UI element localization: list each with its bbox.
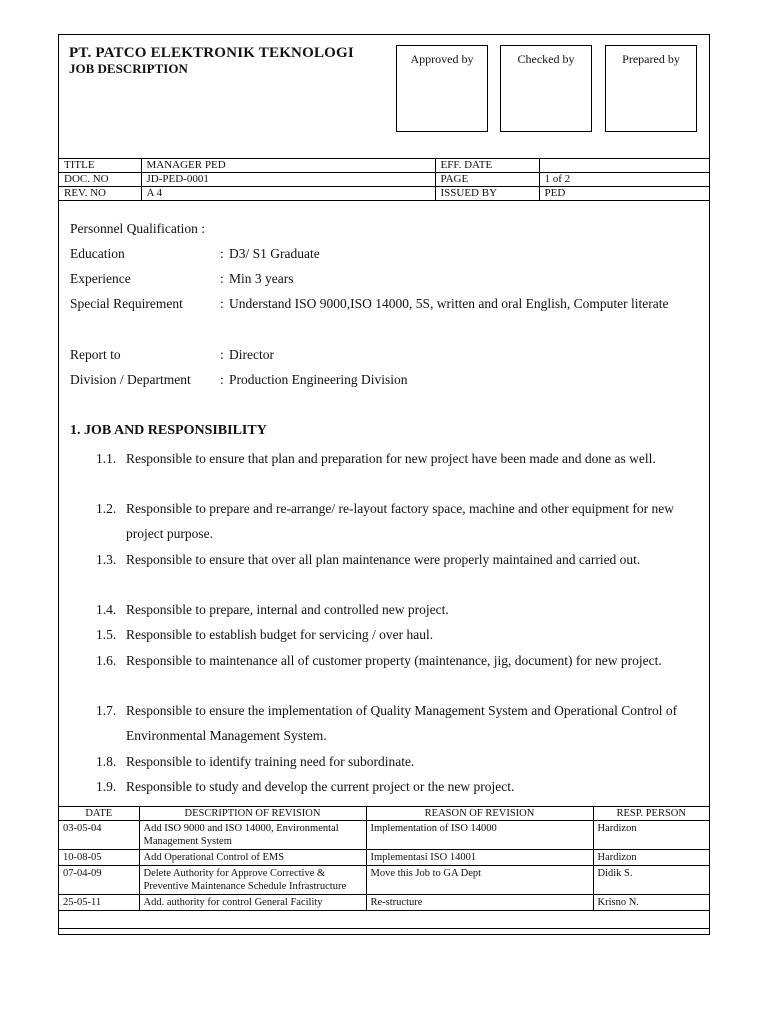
item-text: Responsible to prepare and re-arrange/ re-layout factory space, machine and other equipment for new project purpose. xyxy=(126,501,675,541)
revision-description: Delete Authority for Approve Corrective & Preventive Maintenance Schedule Infrastructure xyxy=(139,866,366,895)
meta-label: REV. NO xyxy=(59,187,141,201)
table-bottom-rule xyxy=(59,928,709,929)
colon: : xyxy=(220,271,224,286)
item-text: Responsible to maintenance all of customer property (maintenance, jig, document) for new project. xyxy=(126,653,662,668)
colon: : xyxy=(220,296,224,311)
revision-person: Hardizon xyxy=(593,850,709,866)
meta-value xyxy=(539,159,709,173)
revision-header-row xyxy=(59,807,709,821)
qualification-label: Special Requirement xyxy=(70,296,183,311)
qualification-value: D3/ S1 Graduate xyxy=(229,246,320,261)
revision-date: 25-05-11 xyxy=(59,895,139,911)
revision-description: Add Operational Control of EMS xyxy=(139,850,366,866)
colon: : xyxy=(220,246,224,261)
revision-person: Hardizon xyxy=(593,821,709,850)
prepared-by-box xyxy=(605,45,697,132)
table-row xyxy=(59,850,709,866)
revision-person: Didik S. xyxy=(593,866,709,895)
checked-by-label: Checked by xyxy=(517,52,575,66)
item-text: Responsible to ensure that over all plan maintenance were properly maintained and carried out. xyxy=(126,552,641,567)
document-type: JOB DESCRIPTION xyxy=(69,61,188,76)
qualification-value: Production Engineering Division xyxy=(229,372,408,387)
item-text: Responsible to prepare, internal and controlled new project. xyxy=(126,602,449,617)
item-number: 1.5. xyxy=(96,627,117,642)
revision-date: 03-05-04 xyxy=(59,821,139,850)
approved-by-label: Approved by xyxy=(410,52,474,66)
checked-by-box xyxy=(500,45,592,132)
item-number: 1.2. xyxy=(96,501,117,516)
document-page xyxy=(58,34,710,935)
item-number: 1.4. xyxy=(96,602,117,617)
revision-date: 10-08-05 xyxy=(59,850,139,866)
revision-reason: Re-structure xyxy=(366,895,593,911)
qualification-label: Report to xyxy=(70,347,121,362)
qualification-heading: Personnel Qualification : xyxy=(70,221,205,236)
meta-value: PED xyxy=(539,187,709,201)
revision-description: Add ISO 9000 and ISO 14000, Environmental Management System xyxy=(139,821,366,850)
item-number: 1.9. xyxy=(96,779,117,794)
meta-value: MANAGER PED xyxy=(141,159,435,173)
qualification-label: Division / Department xyxy=(70,372,191,387)
meta-label: PAGE xyxy=(435,173,539,187)
prepared-by-label: Prepared by xyxy=(622,52,680,66)
revision-table xyxy=(59,806,709,911)
meta-value: 1 of 2 xyxy=(539,173,709,187)
qualification-label: Education xyxy=(70,246,125,261)
company-name: PT. PATCO ELEKTRONIK TEKNOLOGI xyxy=(69,45,354,61)
meta-row xyxy=(59,173,709,187)
qualification-value: Understand ISO 9000,ISO 14000, 5S, written and oral English, Computer literate xyxy=(229,296,669,311)
colon: : xyxy=(220,372,224,387)
column-header: REASON OF REVISION xyxy=(366,807,593,821)
item-text: Responsible to study and develop the current project or the new project. xyxy=(126,779,515,794)
section-title: 1. JOB AND RESPONSIBILITY xyxy=(70,423,267,438)
document-meta-table xyxy=(59,158,709,201)
qualification-label: Experience xyxy=(70,271,131,286)
revision-date: 07-04-09 xyxy=(59,866,139,895)
meta-label: EFF. DATE xyxy=(435,159,539,173)
item-number: 1.8. xyxy=(96,754,117,769)
item-text: Responsible to identify training need for subordinate. xyxy=(126,754,415,769)
item-number: 1.1. xyxy=(96,451,117,466)
table-row xyxy=(59,821,709,850)
column-header: DESCRIPTION OF REVISION xyxy=(139,807,366,821)
revision-person: Krisno N. xyxy=(593,895,709,911)
meta-label: DOC. NO xyxy=(59,173,141,187)
meta-row xyxy=(59,159,709,173)
column-header: RESP. PERSON xyxy=(593,807,709,821)
revision-reason: Implementasi ISO 14001 xyxy=(366,850,593,866)
qualification-value: Min 3 years xyxy=(229,271,294,286)
meta-value: A 4 xyxy=(141,187,435,201)
column-header: DATE xyxy=(59,807,139,821)
meta-value: JD-PED-0001 xyxy=(141,173,435,187)
item-text: Responsible to ensure the implementation of Quality Management System and Operational Control of Environmental Management System. xyxy=(126,703,678,743)
item-text: Responsible to ensure that plan and preparation for new project have been made and done as well. xyxy=(126,451,656,466)
meta-label: TITLE xyxy=(59,159,141,173)
table-row xyxy=(59,895,709,911)
approved-by-box xyxy=(396,45,488,132)
revision-description: Add. authority for control General Facility xyxy=(139,895,366,911)
item-number: 1.7. xyxy=(96,703,117,718)
item-number: 1.6. xyxy=(96,653,117,668)
revision-reason: Implementation of ISO 14000 xyxy=(366,821,593,850)
table-row xyxy=(59,866,709,895)
qualification-value: Director xyxy=(229,347,274,362)
item-number: 1.3. xyxy=(96,552,117,567)
meta-label: ISSUED BY xyxy=(435,187,539,201)
meta-row xyxy=(59,187,709,201)
item-text: Responsible to establish budget for servicing / over haul. xyxy=(126,627,434,642)
revision-reason: Move this Job to GA Dept xyxy=(366,866,593,895)
colon: : xyxy=(220,347,224,362)
